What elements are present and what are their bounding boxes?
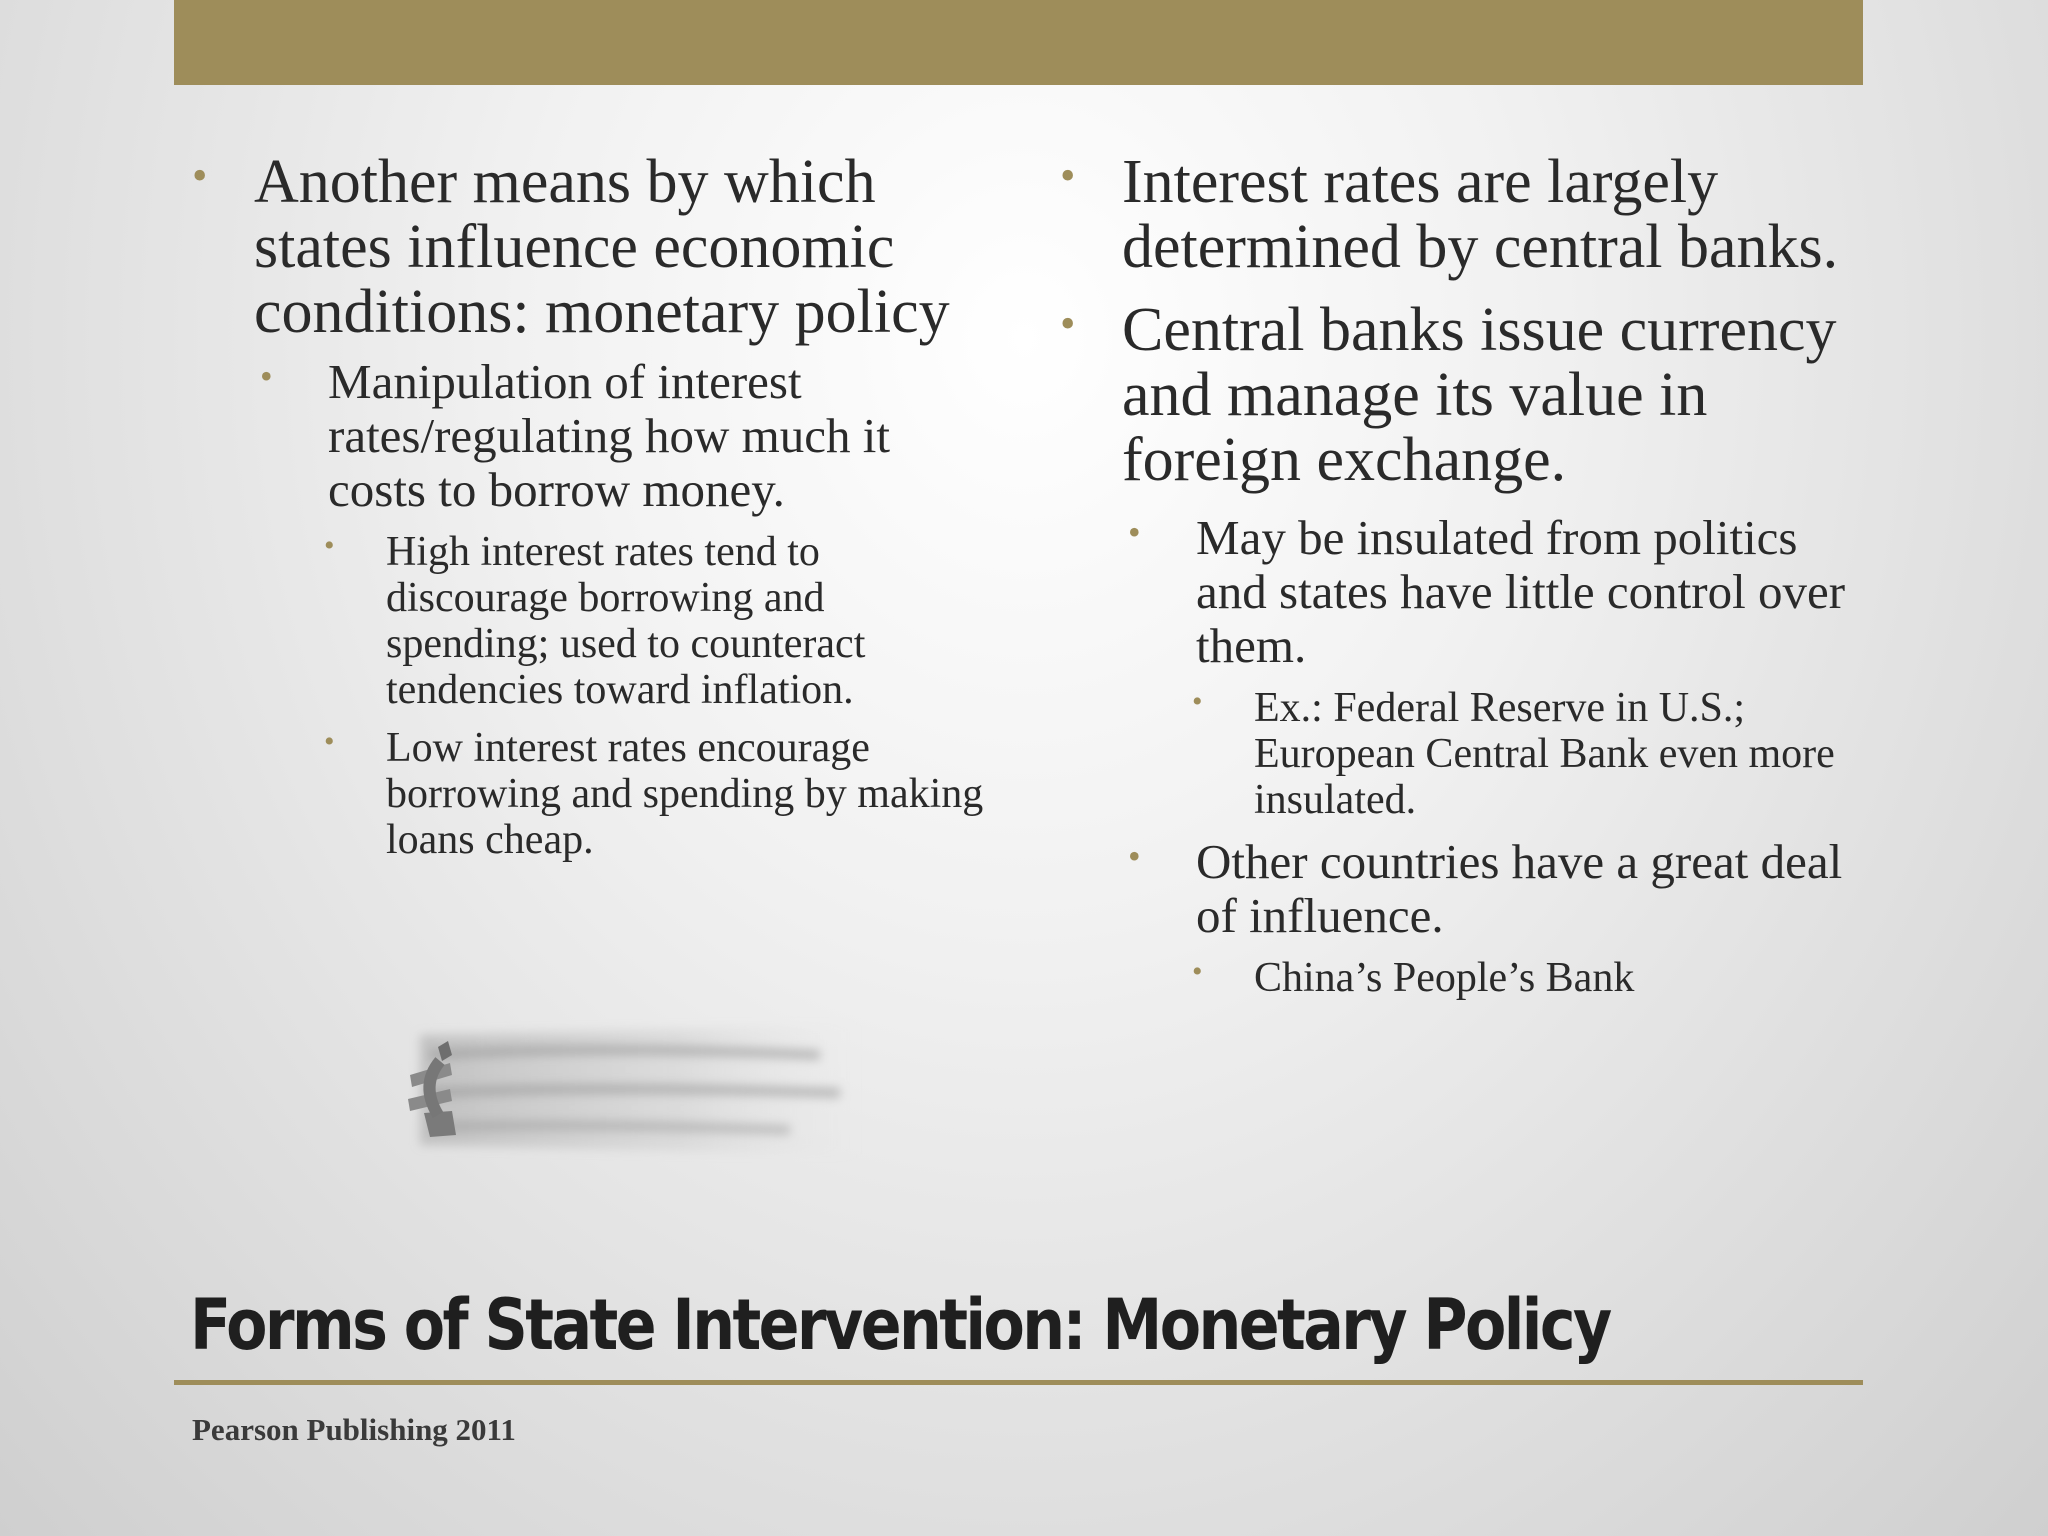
sub-sub-bullet-item	[1056, 955, 1876, 1001]
bullet-icon: •	[1060, 299, 1076, 348]
bullet-icon: •	[1128, 836, 1141, 876]
sub-sub-bullet-item	[188, 529, 988, 713]
left-content-column	[188, 150, 988, 875]
bullet-text: China’s People’s Bank	[1254, 955, 1635, 1001]
title-divider	[174, 1380, 1863, 1385]
bullet-text: Ex.: Federal Reserve in U.S.; European Central Bank even more insulated.	[1254, 685, 1835, 823]
bullet-text: Other countries have a great deal of influence.	[1196, 834, 1843, 943]
bullet-text: Manipulation of interest rates/regulating how much it costs to borrow money.	[328, 354, 890, 517]
footer-credit: Pearson Publishing 2011	[192, 1412, 516, 1447]
bullet-icon: •	[324, 725, 335, 758]
bullet-icon: •	[260, 356, 273, 396]
bullet-item	[188, 150, 988, 345]
bullet-icon: •	[1060, 151, 1076, 200]
sub-bullet-item	[188, 355, 988, 517]
bullet-icon: •	[1192, 685, 1203, 718]
bullet-text: Central banks issue currency and manage its value in foreign exchange.	[1122, 296, 1837, 494]
bullet-text: May be insulated from politics and states have little control over them.	[1196, 510, 1846, 673]
bullet-item	[1056, 298, 1876, 493]
bullet-text: Interest rates are largely determined by central banks.	[1122, 148, 1839, 281]
right-content-column	[1056, 150, 1876, 1013]
top-accent-bar	[174, 0, 1863, 85]
sub-bullet-item	[1056, 511, 1876, 673]
bullet-icon: •	[1128, 512, 1141, 552]
sub-sub-bullet-item	[1056, 685, 1876, 823]
bullet-icon: •	[192, 151, 208, 200]
bullet-text: Low interest rates encourage borrowing and spending by making loans cheap.	[386, 725, 984, 863]
sub-sub-bullet-item	[188, 725, 988, 863]
bullet-item	[1056, 150, 1876, 280]
bullet-icon: •	[324, 529, 335, 562]
bullet-icon: •	[1192, 955, 1203, 988]
sub-bullet-item	[1056, 835, 1876, 943]
bullet-text: Another means by which states influence economic conditions: monetary policy	[254, 148, 950, 346]
bullet-text: High interest rates tend to discourage borrowing and spending; used to counteract tendencies toward inflation.	[386, 529, 866, 713]
euro-sign-icon	[390, 1015, 870, 1165]
slide-title: Forms of State Intervention: Monetary Policy	[190, 1284, 1610, 1366]
